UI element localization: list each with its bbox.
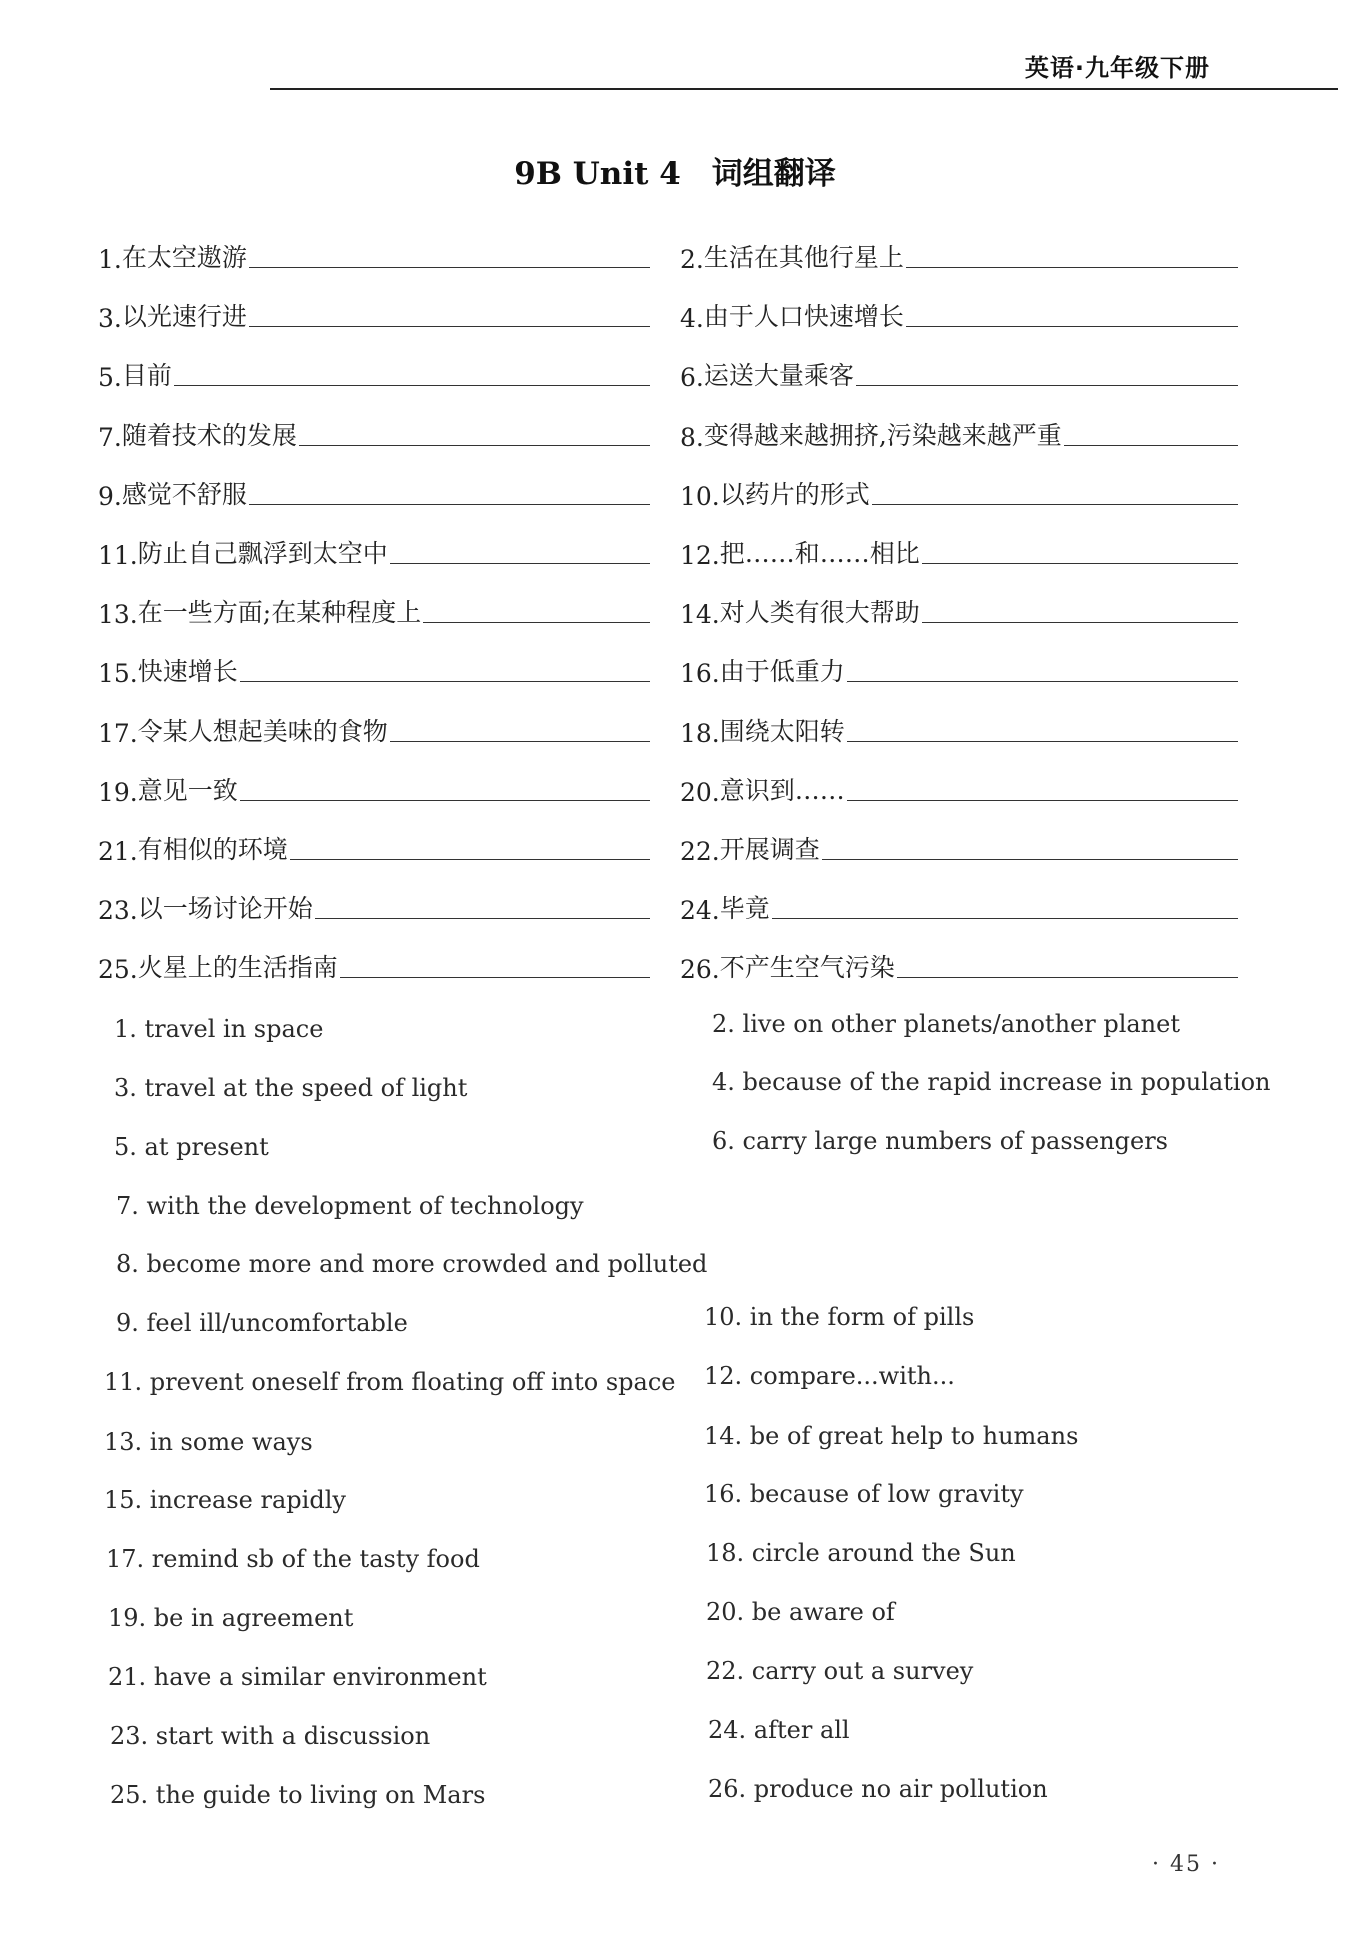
question-number: 26. bbox=[680, 955, 720, 985]
question-number: 25. bbox=[98, 955, 138, 985]
question-number: 8. bbox=[680, 422, 704, 452]
question-item bbox=[680, 534, 1238, 570]
question-number: 24. bbox=[680, 896, 720, 926]
question-item bbox=[98, 475, 650, 511]
answer-blank-line bbox=[847, 741, 1238, 742]
question-number: 19. bbox=[98, 777, 138, 807]
answer-blank-line bbox=[423, 622, 650, 623]
answer-item: 12. compare...with... bbox=[704, 1362, 955, 1390]
answer-item: 23. start with a discussion bbox=[110, 1722, 431, 1750]
answer-blank-line bbox=[906, 326, 1238, 327]
question-number: 23. bbox=[98, 896, 138, 926]
answer-blank-line bbox=[772, 918, 1238, 919]
question-text: 把……和……相比 bbox=[719, 539, 920, 568]
answer-item: 14. be of great help to humans bbox=[704, 1422, 1079, 1450]
answer-blank-line bbox=[856, 385, 1238, 386]
question-text: 生活在其他行星上 bbox=[703, 243, 904, 272]
question-item bbox=[680, 948, 1238, 984]
question-item bbox=[98, 948, 650, 984]
question-item bbox=[680, 356, 1238, 392]
question-text: 不产生空气污染 bbox=[719, 953, 895, 983]
answer-item: 24. after all bbox=[708, 1716, 850, 1744]
question-number: 11. bbox=[98, 541, 138, 570]
question-item bbox=[98, 238, 650, 274]
question-item bbox=[680, 593, 1238, 629]
answer-item: 3. travel at the speed of light bbox=[114, 1074, 468, 1102]
question-text: 火星上的生活指南 bbox=[137, 953, 338, 983]
answer-blank-line bbox=[847, 800, 1238, 801]
question-number: 18. bbox=[680, 718, 720, 748]
question-item bbox=[680, 771, 1238, 807]
answer-item: 17. remind sb of the tasty food bbox=[106, 1545, 480, 1573]
question-text: 随着技术的发展 bbox=[121, 420, 297, 450]
question-item bbox=[98, 297, 650, 333]
answer-item: 22. carry out a survey bbox=[706, 1657, 974, 1685]
question-number: 10. bbox=[680, 481, 720, 511]
answer-blank-line bbox=[897, 977, 1238, 978]
answer-item: 7. with the development of technology bbox=[116, 1192, 584, 1220]
question-number: 3. bbox=[98, 304, 122, 334]
question-number: 22. bbox=[680, 837, 720, 866]
page-title: 9B Unit 4 词组翻译 bbox=[514, 156, 836, 192]
answer-item: 10. in the form of pills bbox=[704, 1303, 975, 1331]
question-text: 意见一致 bbox=[137, 775, 238, 805]
answer-blank-line bbox=[847, 681, 1238, 682]
question-number: 12. bbox=[680, 541, 720, 570]
question-text: 围绕太阳转 bbox=[719, 716, 845, 746]
question-text: 有相似的环境 bbox=[137, 835, 288, 864]
question-number: 1. bbox=[98, 245, 122, 274]
question-item bbox=[680, 475, 1238, 511]
question-number: 2. bbox=[680, 245, 704, 274]
answer-item: 20. be aware of bbox=[706, 1598, 895, 1626]
question-item bbox=[680, 830, 1238, 866]
answer-item: 26. produce no air pollution bbox=[708, 1775, 1048, 1803]
question-item bbox=[680, 297, 1238, 333]
answer-item: 8. become more and more crowded and polluted bbox=[116, 1250, 708, 1278]
answer-blank-line bbox=[390, 741, 650, 742]
answer-item: 6. carry large numbers of passengers bbox=[712, 1127, 1168, 1155]
answer-blank-line bbox=[249, 267, 650, 268]
question-number: 5. bbox=[98, 363, 122, 393]
answer-blank-line bbox=[174, 385, 650, 386]
answer-item: 4. because of the rapid increase in population bbox=[712, 1068, 1271, 1096]
question-number: 9. bbox=[98, 481, 122, 511]
question-text: 变得越来越拥挤,污染越来越严重 bbox=[703, 420, 1062, 450]
question-number: 14. bbox=[680, 600, 720, 630]
answer-blank-line bbox=[240, 800, 650, 801]
question-text: 毕竟 bbox=[719, 894, 770, 924]
answer-item: 9. feel ill/uncomfortable bbox=[116, 1309, 408, 1337]
question-item bbox=[680, 238, 1238, 274]
answer-item: 16. because of low gravity bbox=[704, 1480, 1024, 1508]
question-item bbox=[98, 652, 650, 688]
answer-blank-line bbox=[822, 859, 1238, 860]
answer-item: 1. travel in space bbox=[114, 1015, 324, 1043]
question-text: 目前 bbox=[121, 361, 172, 391]
question-number: 17. bbox=[98, 718, 138, 748]
answer-item: 2. live on other planets/another planet bbox=[712, 1010, 1180, 1038]
question-text: 开展调查 bbox=[719, 835, 820, 864]
answer-item: 13. in some ways bbox=[104, 1428, 313, 1456]
question-item bbox=[98, 712, 650, 748]
question-text: 由于人口快速增长 bbox=[703, 302, 904, 332]
question-text: 令某人想起美味的食物 bbox=[137, 716, 388, 746]
question-text: 由于低重力 bbox=[719, 657, 845, 687]
question-number: 21. bbox=[98, 837, 138, 866]
question-item bbox=[98, 889, 650, 925]
question-item bbox=[98, 593, 650, 629]
answer-item: 15. increase rapidly bbox=[104, 1486, 346, 1514]
question-text: 以光速行进 bbox=[121, 302, 247, 332]
question-item bbox=[680, 652, 1238, 688]
answer-blank-line bbox=[390, 563, 650, 564]
question-item bbox=[680, 416, 1238, 452]
answer-blank-line bbox=[340, 977, 650, 978]
answer-blank-line bbox=[249, 326, 650, 327]
answer-item: 5. at present bbox=[114, 1133, 269, 1161]
question-item bbox=[680, 889, 1238, 925]
question-text: 以药片的形式 bbox=[719, 479, 870, 509]
question-text: 感觉不舒服 bbox=[121, 479, 247, 509]
question-item bbox=[98, 356, 650, 392]
answer-blank-line bbox=[872, 504, 1238, 505]
answer-item: 19. be in agreement bbox=[108, 1604, 354, 1632]
question-number: 13. bbox=[98, 600, 138, 630]
question-item bbox=[98, 534, 650, 570]
question-text: 意识到…… bbox=[719, 775, 845, 805]
question-text: 在一些方面;在某种程度上 bbox=[137, 598, 422, 628]
answer-item: 11. prevent oneself from floating off into space bbox=[104, 1368, 676, 1396]
question-number: 20. bbox=[680, 777, 720, 807]
question-number: 6. bbox=[680, 363, 704, 393]
answer-blank-line bbox=[315, 918, 650, 919]
answer-item: 25. the guide to living on Mars bbox=[110, 1781, 486, 1809]
answer-blank-line bbox=[922, 622, 1238, 623]
question-item bbox=[98, 416, 650, 452]
question-number: 4. bbox=[680, 304, 704, 334]
question-text: 以一场讨论开始 bbox=[137, 894, 313, 924]
answer-blank-line bbox=[1064, 445, 1238, 446]
answer-blank-line bbox=[299, 445, 650, 446]
question-text: 对人类有很大帮助 bbox=[719, 598, 920, 628]
question-number: 7. bbox=[98, 422, 122, 452]
answer-item: 18. circle around the Sun bbox=[706, 1539, 1016, 1567]
question-number: 15. bbox=[98, 659, 138, 689]
book-header: 英语·九年级下册 bbox=[1024, 54, 1210, 82]
answer-blank-line bbox=[240, 681, 650, 682]
answer-blank-line bbox=[290, 859, 650, 860]
question-number: 16. bbox=[680, 659, 720, 689]
answer-blank-line bbox=[249, 504, 650, 505]
question-item bbox=[98, 830, 650, 866]
question-item bbox=[680, 712, 1238, 748]
question-text: 运送大量乘客 bbox=[703, 361, 854, 391]
header-rule bbox=[270, 88, 1338, 90]
question-item bbox=[98, 771, 650, 807]
page-number: · 45 · bbox=[1152, 1852, 1220, 1877]
question-text: 防止自己飘浮到太空中 bbox=[137, 539, 388, 568]
answer-blank-line bbox=[922, 563, 1238, 564]
answer-blank-line bbox=[906, 267, 1238, 268]
question-text: 快速增长 bbox=[137, 657, 238, 687]
answer-item: 21. have a similar environment bbox=[108, 1663, 487, 1691]
question-text: 在太空遨游 bbox=[121, 243, 247, 272]
